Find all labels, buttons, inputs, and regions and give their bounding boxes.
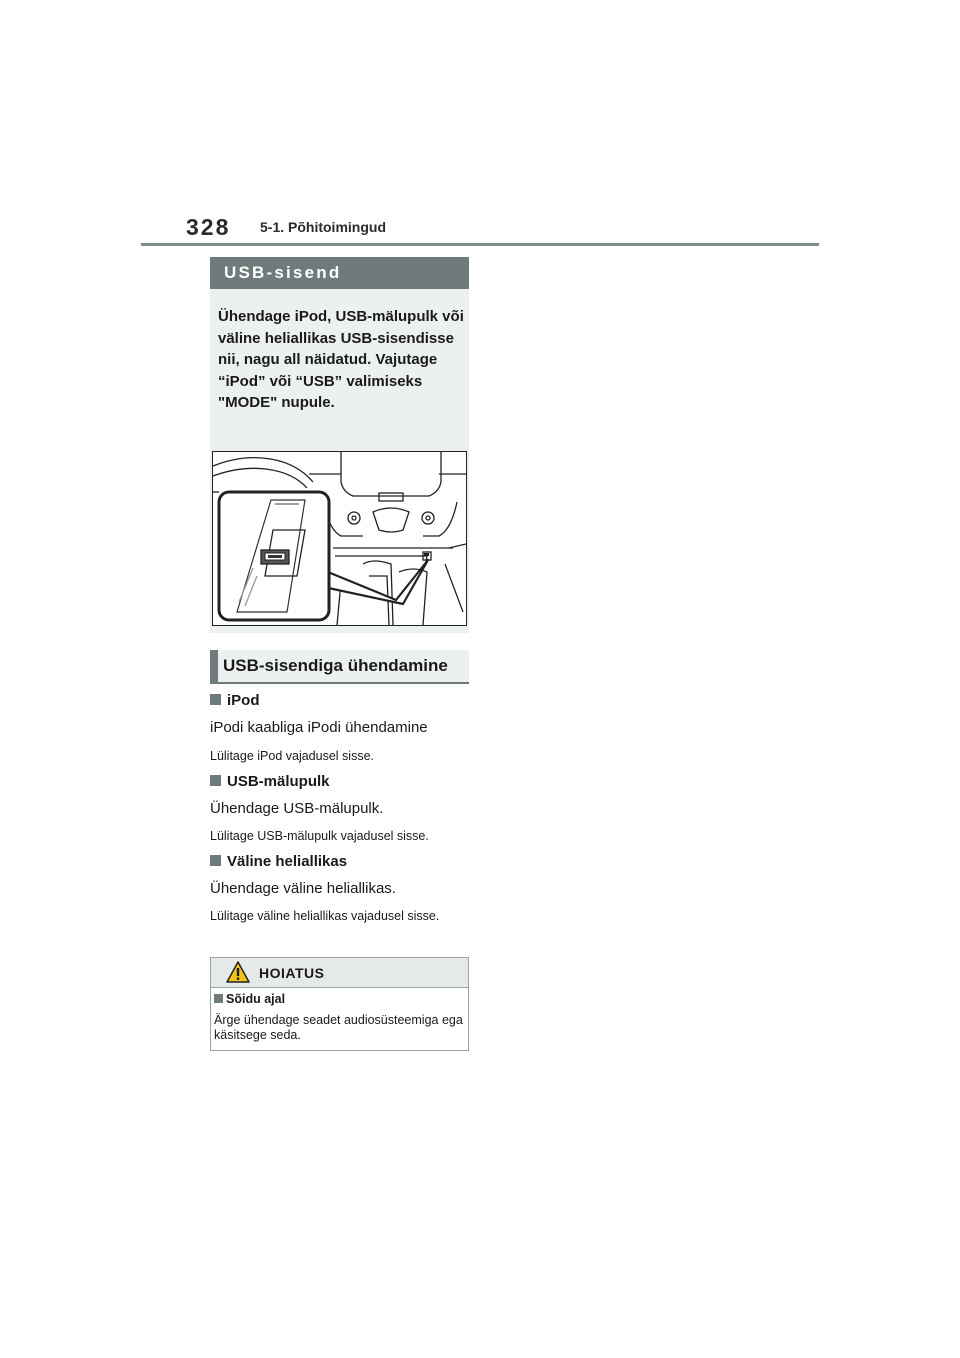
warning-subtitle: Sõidu ajal xyxy=(214,992,285,1006)
bullet-square-icon xyxy=(214,994,223,1003)
usb-input-panel xyxy=(210,289,469,633)
ipod-item-note: Lülitage iPod vajadusel sisse. xyxy=(210,749,374,763)
ipod-item-title: iPod xyxy=(210,692,260,709)
usb-stick-item-body: Ühendage USB-mälupulk. xyxy=(210,800,384,817)
external-source-item-title: Väline heliallikas xyxy=(210,853,347,870)
external-source-item-note: Lülitage väline heliallikas vajadusel sisse. xyxy=(210,909,440,923)
usb-stick-item-note: Lülitage USB-mälupulk vajadusel sisse. xyxy=(210,829,429,843)
usb-input-title: USB-sisend xyxy=(210,257,469,289)
usb-input-instructions: Ühendage iPod, USB-mälupulk või väline heliallikas USB-sisendisse nii, nagu all näidatud. Vajutage “iPod” või “USB” valimiseks "MODE" nupule. xyxy=(218,308,464,412)
warning-header xyxy=(211,958,468,988)
bullet-square-icon xyxy=(210,694,221,705)
ipod-item-body: iPodi kaabliga iPodi ühendamine xyxy=(210,719,428,736)
bullet-square-icon xyxy=(210,775,221,786)
external-source-item-body: Ühendage väline heliallikas. xyxy=(210,880,396,897)
page-number: 328 xyxy=(186,214,231,240)
warning-text: Ärge ühendage seadet audiosüsteemiga ega käsitsege seda. xyxy=(214,1013,463,1042)
usb-stick-item-title: USB-mälupulk xyxy=(210,773,330,790)
usb-connection-heading: USB-sisendiga ühendamine xyxy=(210,650,469,684)
warning-triangle-icon xyxy=(226,961,250,988)
section-title: 5-1. Põhitoimingud xyxy=(260,219,386,235)
warning-label: HOIATUS xyxy=(259,965,325,981)
warning-box xyxy=(210,957,469,1051)
bullet-square-icon xyxy=(210,855,221,866)
usb-port-illustration xyxy=(212,451,467,626)
header-divider xyxy=(141,243,819,246)
